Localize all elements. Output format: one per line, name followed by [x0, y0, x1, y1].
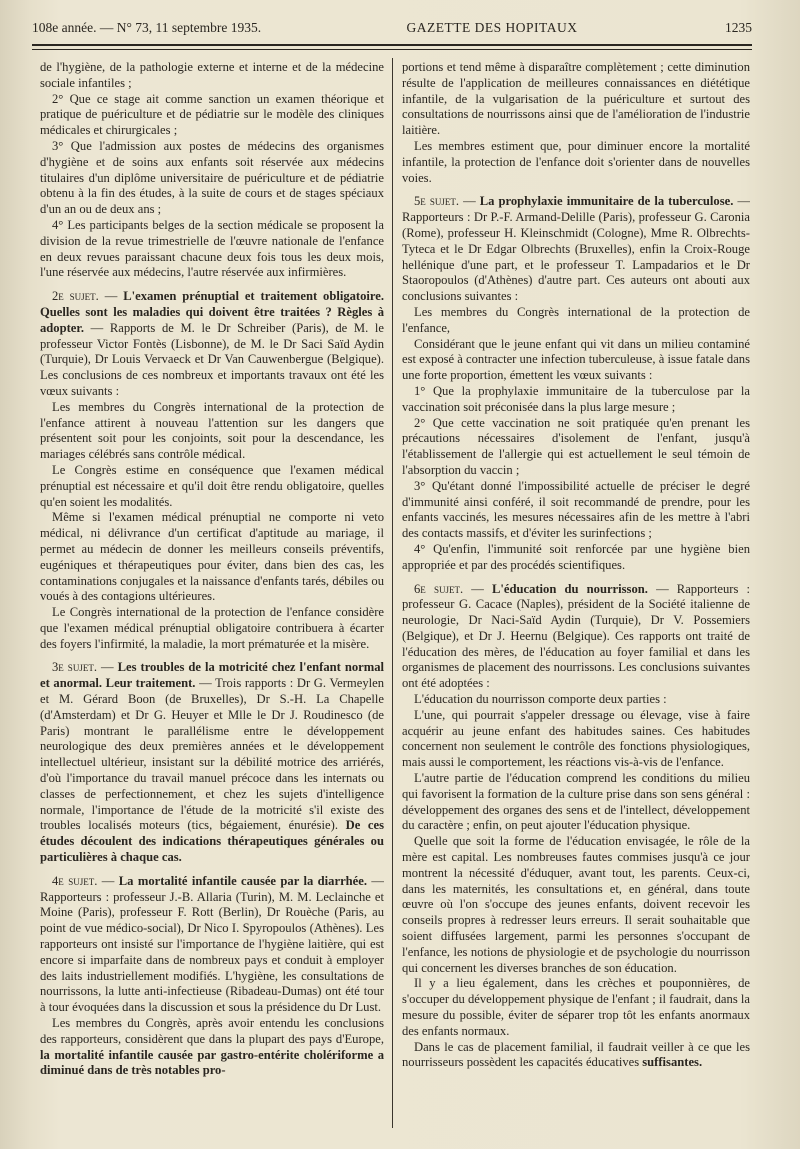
- subject-text: — Rapporteurs : professeur J.-B. Allaria (Turin), M. M. Leclainche et Moine (Paris), professeur F. Rott (Berlin), Dr Rouèche (Paris, au point de vue médico-social), Dr Nico I. Spyropoulos (Athènes). Les rapporteurs ont insisté sur l'importance de l'hygiène laitière, qui est encore si imparfaite dans de nombreux pays et conduit à employer des laits industriellement modifiés. L'hygiène, les consultations de nourrissons, la lutte anti-infectieuse (Ribadeau-Dumas) ont été tour à tour évoquées dans la discussion et sous la présidence du Dr Lust.: [40, 873, 384, 1015]
- subject-4-section: 4e sujet. — La mortalité infantile causée par la diarrhée. — Rapporteurs : professeur J.-B. Allaria (Turin), M. M. Leclainche et Moine (Paris), professeur F. Rott (Berlin), Dr Rouèche (Paris, au point de vue médico-social), Dr Nico I. Spyropoulos (Athènes). Les rapporteurs ont insisté sur l'importance de l'hygiène laitière, qui est encore si imparfaite dans de nombreux pays et conduit à employer des laits industriellement modifiés. L'hygiène, les consultations de nourrissons, la lutte anti-infectieuse (Ribadeau-Dumas) ont été tour à tour évoquées dans la discussion et sous la présidence du Dr Lust.: [40, 873, 384, 1015]
- header-page-number: 1235: [725, 20, 752, 35]
- paragraph-bold: suffisantes.: [642, 1055, 703, 1070]
- paragraph: 4° Les participants belges de la section médicale se proposent la division de la revue trimestrielle de l'œuvre nationale de l'enfance en deux revues paraissant chacune deux fois tous les deux mois, l'une réservée aux médecins, l'autre réservée aux infirmières.: [40, 217, 384, 280]
- subject-text: — Trois rapports : Dr G. Vermeylen et M. Gérard Boon (de Bruxelles), Dr S.-H. La Chapelle (d'Amsterdam) et Dr G. Heuyer et Mlle le Dr J. Roudinesco (de Paris) montrant le parallélisme entre le développement neurologique des deux premières années et le développement intellectuel ultérieur, insistant sur la débilité motrice des arriérés, d'où l'importance du travail manuel précoce dans les internats ou classes de perfectionnement, et chez les sujets d'intelligence normale, l'importance de l'étude de la motricité s'il existe des troubles localisés moteurs (tics, bégaiement, énurésie).: [40, 676, 384, 833]
- paragraph: Il y a lieu également, dans les crèches et pouponnières, de s'occuper du développement physique de l'enfant ; il faudrait, dans la mesure du possible, éviter de séparer trop tôt les enfants anormaux des enfants normaux.: [402, 976, 750, 1038]
- paragraph: Le Congrès estime en conséquence que l'examen médical prénuptial est nécessaire et qu'il doit être rendu obligatoire, quelles qu'en soient les modalités.: [40, 462, 384, 509]
- subject-label: 4e sujet.: [52, 873, 98, 888]
- page-header: [32, 20, 752, 42]
- subject-text: — Rapports de M. le Dr Schreiber (Paris), de M. le professeur Victor Fontès (Lisbonne), de M. le Dr Saci Saïd Aydin (Turquie), Dr Louis Vervaeck et Dr Van Cauwenbergue (Belgique). Les conclusions de ces nombreux et importants travaux ont été les vœux suivants :: [40, 320, 384, 398]
- subject-bold-conclusion: De ces études découlent des indications thérapeutiques générales ou particulières à chaque cas.: [40, 818, 384, 865]
- right-column: [402, 60, 750, 1128]
- subject-title: La prophylaxie immunitaire de la tuberculose.: [479, 194, 734, 209]
- paragraph-start: Les membres du Congrès, après avoir entendu les conclusions des rapporteurs, considèrent que dans la plupart des pays d'Europe,: [40, 1016, 384, 1046]
- paragraph: 2° Que ce stage ait comme sanction un examen théorique et pratique de puériculture et de pédiatrie sur le modèle des cliniques médicales et chirurgicales ;: [40, 91, 384, 138]
- subject-6-section: 6e sujet. — L'éducation du nourrisson. — Rapporteurs : professeur G. Cacace (Naples), président de la Société italienne de neurologie, Dr Naci-Saïd Aydin (Turquie), Dr V. Possemiers (Belgique), et Dr J. Heernu (Belgique). Ces rapports ont traité de l'éducation des mères, de l'éducation au foyer familial et dans les organismes de placement des nourrissons. Les conclusions suivantes ont été adoptées :: [402, 581, 750, 691]
- subject-text: — Rapporteurs : Dr P.-F. Armand-Delille (Paris), professeur G. Caronia (Rome), professeur H. Kleinschmidt (Cologne), Mme R. Olbrechts-Tyteca et le Dr Edgar Olbrechts (Bruxelles), enfin la Croix-Rouge hellénique d'une part, et le professeur T. Lampadarios et le Dr Staoropoulos (d'Athènes) d'autre part. Ces auteurs ont abouti aux conclusions suivantes :: [402, 194, 750, 304]
- paragraph: Les membres du Congrès international de la protection de l'enfance,: [402, 304, 750, 335]
- paragraph-start: Dans le cas de placement familial, il faudrait veiller à ce que les nourrisseurs possèdent les capacités éducatives: [402, 1039, 750, 1070]
- paragraph: Le Congrès international de la protection de l'enfance considère que l'examen médical prénuptial obligatoire contribuera à écarter des foyers l'infirmité, la maladie, la mort prématurée et la misère.: [40, 605, 384, 651]
- subject-text: — Rapporteurs : professeur G. Cacace (Naples), président de la Société italienne de neurologie, Dr Naci-Saïd Aydin (Turquie), Dr V. Possemiers (Belgique), et Dr J. Heernu (Belgique). Ces rapports ont traité de l'éducation des mères, de l'éducation au foyer familial et dans les organismes de placement des nourrissons. Les conclusions suivantes ont été adoptées :: [402, 581, 750, 691]
- paragraph: 3° Que l'admission aux postes de médecins des organismes d'hygiène et de soins aux enfants soit réservée aux médecins titulaires d'un diplôme universitaire de puériculture et de pédiatrie obtenu à la fin des études, à la suite de cours et de stages spéciaux d'un an ou de deux ans ;: [40, 138, 384, 217]
- subject-label: 6e sujet.: [414, 581, 464, 596]
- paragraph: L'éducation du nourrisson comporte deux parties :: [414, 692, 667, 707]
- paragraph: L'autre partie de l'éducation comprend les conditions du milieu qui favorisent la formation de la culture prise dans son sens général : développement des organes des sens et de l'intellect, développement du caractère ; enfin, on peut ajouter l'éducation physique.: [402, 771, 750, 833]
- subject-label: 3e sujet.: [52, 660, 97, 675]
- paragraph: Les membres estiment que, pour diminuer encore la mortalité infantile, la protection de l'enfance doit s'orienter dans de nouvelles voies.: [402, 138, 750, 185]
- paragraph: Quelle que soit la forme de l'éducation envisagée, le rôle de la mère est capital. Les nombreuses fautes commises jusqu'à ce jour montrent la nécessité d'éduquer, avant tout, les parents. Ceux-ci, dans les maternités, les consultations et, en général, dans toute œuvre où l'on s'occupe des jeunes enfants, doivent recevoir les conseils propres à redresser leurs erreurs. Il serait souhaitable que soient diffusées largement, parmi les personnes s'occupant de l'enfance, les notions de physiologie et de psychologie du nourrisson qui concernent les diverses branches de son éducation.: [402, 834, 750, 975]
- paragraph: Les membres du Congrès international de la protection de l'enfance attirent à nouveau l'attention sur les dangers que présentent soit pour les conjoints, soit pour la descendance, les mariages célébrés sans contrôle médical.: [40, 399, 384, 462]
- subject-5-section: 5e sujet. — La prophylaxie immunitaire de la tuberculose. — Rapporteurs : Dr P.-F. Armand-Delille (Paris), professeur G. Caronia (Rome), professeur H. Kleinschmidt (Cologne), Mme R. Olbrechts-Tyteca et le Dr Edgar Olbrechts (Bruxelles), enfin la Croix-Rouge hellénique d'une part, et le professeur T. Lampadarios et le Dr Staoropoulos (d'Athènes) d'autre part. Ces auteurs ont abouti aux conclusions suivantes :: [402, 194, 750, 304]
- subject-title: L'examen prénuptial et traitement obligatoire. Quelles sont les maladies qui doivent être traitées ? Règles à adopter.: [40, 289, 384, 335]
- subject-title: L'éducation du nourrisson.: [491, 581, 648, 596]
- paragraph: 3° Qu'étant donné l'impossibilité actuelle de préciser le degré d'immunité ainsi conféré, il soit recommandé de prendre, pour les enfants vaccinés, les mesures nécessaires afin de les mettre à l'abri des contacts massifs, et d'éviter les surinfections ;: [402, 478, 750, 541]
- subject-title: La mortalité infantile causée par la diarrhée.: [118, 873, 367, 888]
- paragraph: 1° Que la prophylaxie immunitaire de la tuberculose par la vaccination soit préconisée dans la plus large mesure ;: [402, 383, 750, 414]
- subject-label: 2e sujet.: [52, 289, 99, 304]
- subject-2-section: 2e sujet. — L'examen prénuptial et traitement obligatoire. Quelles sont les maladies qui doivent être traitées ? Règles à adopter. — Rapports de M. le Dr Schreiber (Paris), de M. le professeur Victor Fontès (Lisbonne), de M. le Dr Saci Saïd Aydin (Turquie), Dr Louis Vervaeck et Dr Van Cauwenbergue (Belgique). Les conclusions de ces nombreux et importants travaux ont été les vœux suivants :: [40, 289, 384, 398]
- paragraph: [402, 1040, 750, 1072]
- paragraph: Considérant que le jeune enfant qui vit dans un milieu contaminé est exposé à contracter une infection tuberculeuse, à issue fatale dans une forte proportion, émettent les vœux suivants :: [402, 336, 750, 383]
- paragraph: de l'hygiène, de la pathologie externe et interne et de la médecine sociale infantiles ;: [40, 60, 384, 90]
- paragraph: 4° Qu'enfin, l'immunité soit renforcée par une hygiène bien appropriée et par des procédés scientifiques.: [402, 541, 750, 572]
- subject-3-section: 3e sujet. — Les troubles de la motricité chez l'enfant normal et anormal. Leur traitement. — Trois rapports : Dr G. Vermeylen et M. Gérard Boon (de Bruxelles), Dr S.-H. La Chapelle (d'Amsterdam) et Dr G. Heuyer et Mlle le Dr J. Roudinesco (de Paris) montrant le parallélisme entre le développement neurologique des deux premières années et le développement intellectuel ultérieur, insistant sur la débilité motrice des arriérés, d'où l'importance du travail manuel précoce dans les internats ou classes de perfectionnement, et chez les sujets d'intelligence normale, l'importance de l'étude de la motricité s'il existe des troubles localisés moteurs (tics, bégaiement, énurésie). De ces études découlent des indications thérapeutiques générales ou particulières à chaque cas.: [40, 660, 384, 865]
- column-divider: [392, 58, 393, 1128]
- left-column: [40, 60, 384, 1128]
- paragraph: [40, 1016, 384, 1079]
- header-journal-title: GAZETTE DES HOPITAUX: [406, 20, 578, 35]
- paragraph-bold: la mortalité infantile causée par gastro-entérite cholériforme a diminué dans de très notables pro-: [40, 1047, 384, 1078]
- paragraph: L'une, qui pourrait s'appeler dressage ou élevage, vise à faire acquérir au jeune enfant des habitudes saines. Ces habitudes concernent non seulement le contrôle des fonctions physiologiques, mais aussi le comportement, les réactions vis-à-vis de l'enfance.: [402, 707, 750, 770]
- header-rule-thin: [32, 49, 752, 50]
- subject-label: 5e sujet.: [414, 194, 460, 209]
- paragraph: portions et tend même à disparaître complètement ; cette diminution résulte de l'application de meilleures connaissances en diététique infantile, de la vulgarisation de la puériculture et surtout des consultations de nourrissons ainsi que de l'amélioration de l'industrie laitière.: [402, 60, 750, 138]
- subject-title: Les troubles de la motricité chez l'enfant normal et anormal. Leur traitement.: [40, 660, 384, 691]
- paragraph: Même si l'examen médical prénuptial ne comporte ni veto médical, ni délivrance d'un certificat d'aptitude au mariage, il permet au médecin de donner les meilleurs conseils préventifs, eugéniques et thérapeutiques pour éviter, dans bien des cas, les contaminations conjugales et la naissance d'enfants tarés, débiles ou voués à des contagions ultérieures.: [40, 510, 384, 604]
- paragraph: 2° Que cette vaccination ne soit pratiquée qu'en prenant les précautions nécessaires d'isolement de l'enfant, jusqu'à l'établissement de l'allergie qui est actuellement le seul témoin de l'absorption du vaccin ;: [402, 415, 750, 477]
- header-issue: 108e année. — N° 73, 11 septembre 1935.: [32, 20, 262, 35]
- header-rule: [32, 44, 752, 46]
